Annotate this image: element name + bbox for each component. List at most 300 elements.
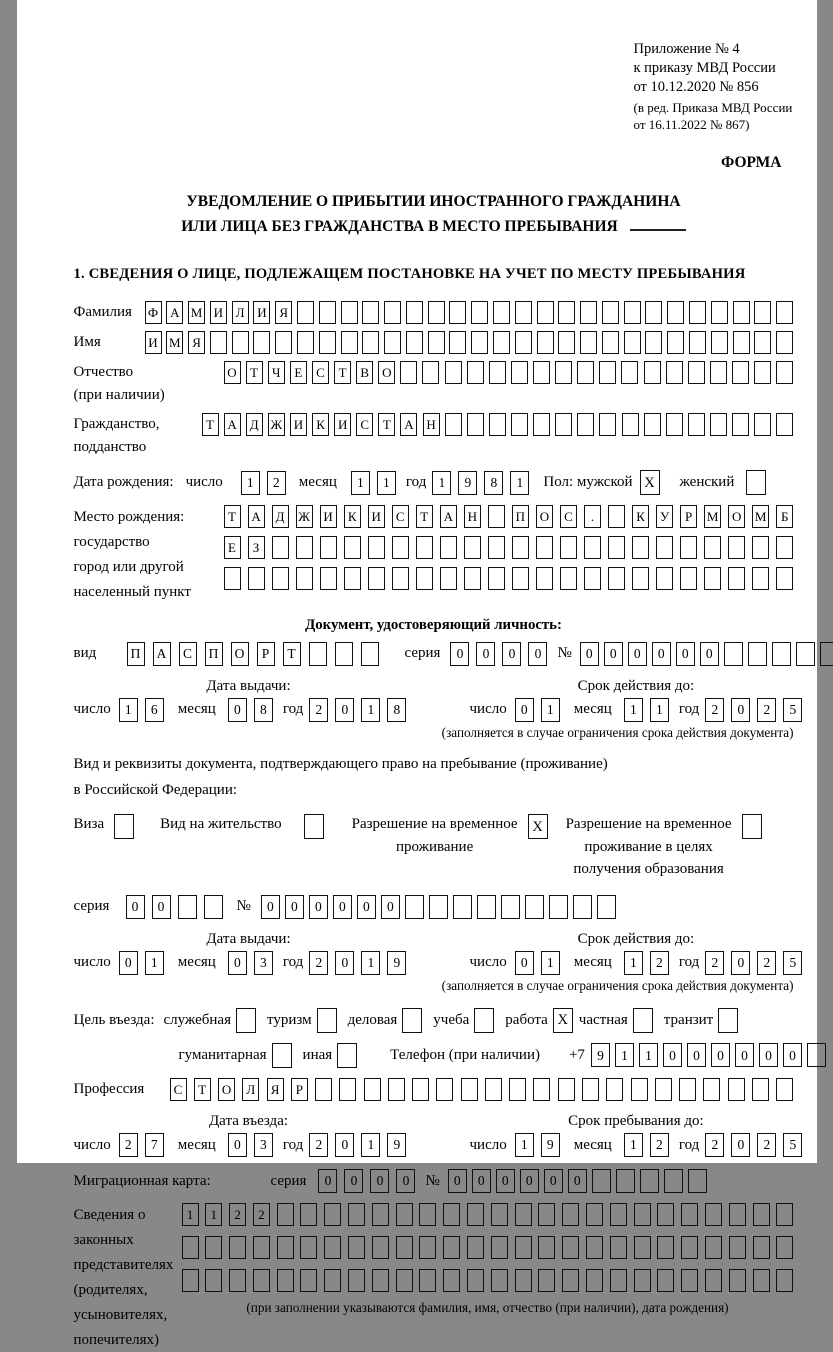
char-cell[interactable]: 0 [731, 698, 750, 722]
char-cell[interactable] [372, 1269, 389, 1292]
char-cell[interactable] [640, 1169, 659, 1193]
char-cell[interactable] [538, 1269, 555, 1292]
char-cell[interactable] [489, 361, 506, 384]
char-cell[interactable]: 0 [515, 951, 534, 975]
char-cell[interactable]: 7 [145, 1133, 164, 1157]
char-cell[interactable] [416, 536, 433, 559]
char-cell[interactable]: 0 [528, 642, 547, 666]
char-cell[interactable] [772, 642, 791, 666]
char-cell[interactable]: О [378, 361, 395, 384]
char-cell[interactable]: 2 [309, 1133, 328, 1157]
sex-male-checkbox[interactable]: X [640, 470, 660, 495]
char-cell[interactable]: 9 [387, 1133, 406, 1157]
char-cell[interactable] [388, 1078, 405, 1101]
char-cell[interactable] [753, 1269, 770, 1292]
char-cell[interactable]: 0 [628, 642, 647, 666]
char-cell[interactable] [549, 895, 568, 919]
char-cell[interactable] [655, 1078, 672, 1101]
char-cell[interactable] [666, 361, 683, 384]
char-cell[interactable] [272, 567, 289, 590]
char-cell[interactable] [820, 642, 833, 666]
char-cell[interactable] [443, 1236, 460, 1259]
char-cell[interactable] [300, 1269, 317, 1292]
char-cell[interactable]: 0 [544, 1169, 563, 1193]
char-cell[interactable] [515, 301, 532, 324]
char-cell[interactable]: 0 [604, 642, 623, 666]
char-cell[interactable]: 0 [335, 698, 354, 722]
char-cell[interactable]: 1 [624, 698, 643, 722]
visa-checkbox[interactable] [114, 814, 134, 839]
char-cell[interactable]: 1 [119, 698, 138, 722]
char-cell[interactable]: 0 [472, 1169, 491, 1193]
char-cell[interactable]: 2 [309, 951, 328, 975]
char-cell[interactable] [728, 1078, 745, 1101]
char-cell[interactable] [471, 331, 488, 354]
char-cell[interactable] [464, 567, 481, 590]
char-cell[interactable] [533, 1078, 550, 1101]
char-cell[interactable] [324, 1236, 341, 1259]
sex-female-checkbox[interactable] [746, 470, 766, 495]
char-cell[interactable] [467, 413, 484, 436]
char-cell[interactable]: 2 [705, 951, 724, 975]
char-cell[interactable]: Т [224, 505, 241, 528]
char-cell[interactable]: 2 [309, 698, 328, 722]
char-cell[interactable]: 1 [432, 471, 451, 495]
char-cell[interactable]: 8 [254, 698, 273, 722]
char-cell[interactable]: Ж [296, 505, 313, 528]
char-cell[interactable] [645, 331, 662, 354]
char-cell[interactable]: 2 [267, 471, 286, 495]
char-cell[interactable] [680, 567, 697, 590]
purpose-other-checkbox[interactable] [337, 1043, 357, 1068]
char-cell[interactable]: С [392, 505, 409, 528]
char-cell[interactable] [776, 361, 793, 384]
char-cell[interactable] [372, 1203, 389, 1226]
char-cell[interactable]: 0 [687, 1043, 706, 1067]
char-cell[interactable] [229, 1269, 246, 1292]
char-cell[interactable]: 5 [783, 951, 802, 975]
char-cell[interactable]: Т [283, 642, 301, 666]
purpose-tourism-checkbox[interactable] [317, 1008, 337, 1033]
char-cell[interactable]: С [560, 505, 577, 528]
char-cell[interactable] [657, 1236, 674, 1259]
char-cell[interactable] [461, 1078, 478, 1101]
char-cell[interactable] [405, 895, 424, 919]
char-cell[interactable] [471, 301, 488, 324]
char-cell[interactable]: 0 [309, 895, 328, 919]
char-cell[interactable] [586, 1203, 603, 1226]
char-cell[interactable] [422, 361, 439, 384]
char-cell[interactable] [224, 567, 241, 590]
char-cell[interactable] [632, 536, 649, 559]
char-cell[interactable] [656, 567, 673, 590]
char-cell[interactable]: М [188, 301, 205, 324]
char-cell[interactable] [396, 1236, 413, 1259]
char-cell[interactable] [419, 1203, 436, 1226]
char-cell[interactable]: М [752, 505, 769, 528]
char-cell[interactable]: П [205, 642, 223, 666]
char-cell[interactable]: З [248, 536, 265, 559]
char-cell[interactable] [688, 361, 705, 384]
char-cell[interactable] [562, 1203, 579, 1226]
char-cell[interactable]: 2 [757, 1133, 776, 1157]
char-cell[interactable] [464, 536, 481, 559]
char-cell[interactable] [449, 331, 466, 354]
char-cell[interactable]: 3 [254, 951, 273, 975]
char-cell[interactable]: А [248, 505, 265, 528]
char-cell[interactable] [253, 1269, 270, 1292]
char-cell[interactable]: 0 [285, 895, 304, 919]
char-cell[interactable] [577, 413, 594, 436]
char-cell[interactable] [493, 301, 510, 324]
char-cell[interactable] [538, 1203, 555, 1226]
char-cell[interactable] [560, 567, 577, 590]
char-cell[interactable] [339, 1078, 356, 1101]
char-cell[interactable] [384, 331, 401, 354]
char-cell[interactable] [776, 567, 793, 590]
char-cell[interactable] [467, 1269, 484, 1292]
char-cell[interactable] [182, 1236, 199, 1259]
char-cell[interactable] [776, 1236, 793, 1259]
char-cell[interactable] [253, 1236, 270, 1259]
char-cell[interactable] [754, 361, 771, 384]
char-cell[interactable]: 5 [783, 698, 802, 722]
char-cell[interactable] [752, 536, 769, 559]
char-cell[interactable] [728, 567, 745, 590]
char-cell[interactable] [705, 1203, 722, 1226]
char-cell[interactable]: 1 [145, 951, 164, 975]
char-cell[interactable] [364, 1078, 381, 1101]
char-cell[interactable] [688, 1169, 707, 1193]
char-cell[interactable]: 0 [357, 895, 376, 919]
char-cell[interactable] [599, 413, 616, 436]
char-cell[interactable] [406, 301, 423, 324]
char-cell[interactable] [341, 301, 358, 324]
char-cell[interactable]: 0 [152, 895, 171, 919]
char-cell[interactable]: Р [291, 1078, 308, 1101]
char-cell[interactable] [515, 331, 532, 354]
char-cell[interactable]: 1 [377, 471, 396, 495]
char-cell[interactable] [501, 895, 520, 919]
char-cell[interactable] [275, 331, 292, 354]
char-cell[interactable]: 3 [254, 1133, 273, 1157]
char-cell[interactable]: 0 [520, 1169, 539, 1193]
char-cell[interactable] [732, 413, 749, 436]
char-cell[interactable] [538, 1236, 555, 1259]
char-cell[interactable] [372, 1236, 389, 1259]
char-cell[interactable]: Б [776, 505, 793, 528]
char-cell[interactable] [634, 1269, 651, 1292]
char-cell[interactable] [729, 1269, 746, 1292]
char-cell[interactable] [491, 1269, 508, 1292]
char-cell[interactable] [477, 895, 496, 919]
char-cell[interactable] [580, 301, 597, 324]
char-cell[interactable] [666, 413, 683, 436]
char-cell[interactable] [667, 301, 684, 324]
char-cell[interactable] [440, 567, 457, 590]
char-cell[interactable] [453, 895, 472, 919]
char-cell[interactable]: 2 [229, 1203, 246, 1226]
char-cell[interactable] [644, 413, 661, 436]
char-cell[interactable] [776, 1203, 793, 1226]
char-cell[interactable] [348, 1269, 365, 1292]
char-cell[interactable] [400, 361, 417, 384]
char-cell[interactable]: 1 [361, 698, 380, 722]
char-cell[interactable]: К [632, 505, 649, 528]
char-cell[interactable] [533, 413, 550, 436]
char-cell[interactable]: 0 [502, 642, 521, 666]
char-cell[interactable] [416, 567, 433, 590]
char-cell[interactable]: 0 [370, 1169, 389, 1193]
char-cell[interactable] [599, 361, 616, 384]
char-cell[interactable] [344, 567, 361, 590]
char-cell[interactable] [362, 331, 379, 354]
char-cell[interactable] [210, 331, 227, 354]
char-cell[interactable] [443, 1203, 460, 1226]
char-cell[interactable] [776, 331, 793, 354]
char-cell[interactable] [536, 567, 553, 590]
char-cell[interactable]: И [253, 301, 270, 324]
char-cell[interactable]: 9 [387, 951, 406, 975]
char-cell[interactable] [606, 1078, 623, 1101]
char-cell[interactable] [657, 1269, 674, 1292]
char-cell[interactable] [467, 361, 484, 384]
char-cell[interactable] [348, 1236, 365, 1259]
char-cell[interactable]: 0 [318, 1169, 337, 1193]
char-cell[interactable]: И [290, 413, 307, 436]
char-cell[interactable]: 0 [335, 951, 354, 975]
char-cell[interactable]: 9 [541, 1133, 560, 1157]
char-cell[interactable]: 0 [335, 1133, 354, 1157]
char-cell[interactable] [558, 1078, 575, 1101]
char-cell[interactable] [396, 1203, 413, 1226]
char-cell[interactable]: 1 [515, 1133, 534, 1157]
char-cell[interactable] [710, 413, 727, 436]
char-cell[interactable] [491, 1203, 508, 1226]
char-cell[interactable]: 2 [757, 951, 776, 975]
char-cell[interactable] [419, 1236, 436, 1259]
char-cell[interactable]: 0 [228, 698, 247, 722]
char-cell[interactable]: Л [242, 1078, 259, 1101]
char-cell[interactable]: Т [416, 505, 433, 528]
char-cell[interactable] [657, 1203, 674, 1226]
char-cell[interactable] [592, 1169, 611, 1193]
char-cell[interactable]: И [320, 505, 337, 528]
char-cell[interactable] [296, 536, 313, 559]
char-cell[interactable]: 0 [700, 642, 719, 666]
char-cell[interactable]: Т [202, 413, 219, 436]
char-cell[interactable] [580, 331, 597, 354]
char-cell[interactable]: . [584, 505, 601, 528]
char-cell[interactable]: Ж [268, 413, 285, 436]
char-cell[interactable] [419, 1269, 436, 1292]
char-cell[interactable] [428, 331, 445, 354]
char-cell[interactable] [752, 1078, 769, 1101]
char-cell[interactable] [622, 413, 639, 436]
char-cell[interactable] [467, 1203, 484, 1226]
char-cell[interactable] [319, 301, 336, 324]
char-cell[interactable] [511, 413, 528, 436]
char-cell[interactable]: 2 [650, 951, 669, 975]
char-cell[interactable] [341, 331, 358, 354]
char-cell[interactable]: 0 [119, 951, 138, 975]
char-cell[interactable] [680, 536, 697, 559]
char-cell[interactable]: К [312, 413, 329, 436]
char-cell[interactable] [645, 301, 662, 324]
purpose-study-checkbox[interactable] [474, 1008, 494, 1033]
char-cell[interactable]: Н [423, 413, 440, 436]
char-cell[interactable]: 0 [228, 951, 247, 975]
char-cell[interactable]: 1 [624, 951, 643, 975]
char-cell[interactable] [537, 301, 554, 324]
char-cell[interactable] [754, 413, 771, 436]
char-cell[interactable] [488, 536, 505, 559]
char-cell[interactable]: Т [246, 361, 263, 384]
char-cell[interactable] [573, 895, 592, 919]
char-cell[interactable] [493, 331, 510, 354]
char-cell[interactable] [710, 361, 727, 384]
char-cell[interactable]: 0 [580, 642, 599, 666]
char-cell[interactable] [705, 1269, 722, 1292]
char-cell[interactable]: А [440, 505, 457, 528]
char-cell[interactable] [667, 331, 684, 354]
char-cell[interactable] [320, 567, 337, 590]
char-cell[interactable]: Я [188, 331, 205, 354]
char-cell[interactable]: 0 [496, 1169, 515, 1193]
char-cell[interactable] [558, 331, 575, 354]
char-cell[interactable]: И [210, 301, 227, 324]
purpose-transit-checkbox[interactable] [718, 1008, 738, 1033]
char-cell[interactable] [753, 1236, 770, 1259]
char-cell[interactable]: 9 [458, 471, 477, 495]
char-cell[interactable] [631, 1078, 648, 1101]
char-cell[interactable] [392, 567, 409, 590]
char-cell[interactable]: 0 [735, 1043, 754, 1067]
char-cell[interactable] [515, 1236, 532, 1259]
char-cell[interactable]: Т [334, 361, 351, 384]
char-cell[interactable] [608, 505, 625, 528]
char-cell[interactable] [704, 536, 721, 559]
char-cell[interactable]: О [218, 1078, 235, 1101]
char-cell[interactable] [319, 331, 336, 354]
char-cell[interactable] [489, 413, 506, 436]
char-cell[interactable] [368, 567, 385, 590]
char-cell[interactable] [776, 536, 793, 559]
char-cell[interactable]: А [166, 301, 183, 324]
char-cell[interactable] [752, 567, 769, 590]
char-cell[interactable]: 1 [541, 951, 560, 975]
char-cell[interactable]: О [231, 642, 249, 666]
char-cell[interactable] [300, 1203, 317, 1226]
char-cell[interactable]: 0 [759, 1043, 778, 1067]
char-cell[interactable]: 0 [333, 895, 352, 919]
char-cell[interactable]: И [334, 413, 351, 436]
char-cell[interactable]: Ч [268, 361, 285, 384]
char-cell[interactable] [511, 361, 528, 384]
char-cell[interactable] [733, 331, 750, 354]
char-cell[interactable]: 0 [476, 642, 495, 666]
char-cell[interactable] [610, 1203, 627, 1226]
char-cell[interactable] [445, 361, 462, 384]
char-cell[interactable] [704, 567, 721, 590]
char-cell[interactable] [297, 331, 314, 354]
char-cell[interactable] [577, 361, 594, 384]
purpose-humanitarian-checkbox[interactable] [272, 1043, 292, 1068]
char-cell[interactable]: 0 [381, 895, 400, 919]
char-cell[interactable]: 2 [253, 1203, 270, 1226]
char-cell[interactable] [537, 331, 554, 354]
char-cell[interactable]: 0 [261, 895, 280, 919]
char-cell[interactable]: 1 [361, 951, 380, 975]
char-cell[interactable] [392, 536, 409, 559]
char-cell[interactable]: 1 [541, 698, 560, 722]
char-cell[interactable]: 0 [731, 1133, 750, 1157]
char-cell[interactable] [229, 1236, 246, 1259]
char-cell[interactable]: И [368, 505, 385, 528]
char-cell[interactable] [610, 1269, 627, 1292]
char-cell[interactable] [597, 895, 616, 919]
char-cell[interactable] [729, 1203, 746, 1226]
char-cell[interactable] [315, 1078, 332, 1101]
char-cell[interactable] [624, 331, 641, 354]
char-cell[interactable] [664, 1169, 683, 1193]
char-cell[interactable]: П [512, 505, 529, 528]
char-cell[interactable] [732, 361, 749, 384]
char-cell[interactable] [562, 1236, 579, 1259]
char-cell[interactable] [776, 413, 793, 436]
char-cell[interactable]: О [536, 505, 553, 528]
char-cell[interactable]: 2 [650, 1133, 669, 1157]
char-cell[interactable]: С [356, 413, 373, 436]
char-cell[interactable] [296, 567, 313, 590]
char-cell[interactable] [533, 361, 550, 384]
char-cell[interactable]: 0 [344, 1169, 363, 1193]
char-cell[interactable] [555, 361, 572, 384]
char-cell[interactable]: 2 [705, 698, 724, 722]
char-cell[interactable] [555, 413, 572, 436]
char-cell[interactable] [705, 1236, 722, 1259]
char-cell[interactable]: Р [257, 642, 275, 666]
char-cell[interactable]: А [153, 642, 171, 666]
char-cell[interactable] [320, 536, 337, 559]
char-cell[interactable] [754, 301, 771, 324]
char-cell[interactable]: С [170, 1078, 187, 1101]
char-cell[interactable]: 1 [351, 471, 370, 495]
char-cell[interactable]: О [224, 361, 241, 384]
char-cell[interactable]: Я [275, 301, 292, 324]
char-cell[interactable] [515, 1269, 532, 1292]
char-cell[interactable] [586, 1269, 603, 1292]
purpose-work-checkbox[interactable]: X [553, 1008, 573, 1033]
char-cell[interactable] [754, 331, 771, 354]
purpose-private-checkbox[interactable] [633, 1008, 653, 1033]
temp-residence-checkbox[interactable]: X [528, 814, 548, 839]
char-cell[interactable] [644, 361, 661, 384]
char-cell[interactable]: Р [680, 505, 697, 528]
char-cell[interactable]: 1 [361, 1133, 380, 1157]
char-cell[interactable] [733, 301, 750, 324]
char-cell[interactable] [205, 1269, 222, 1292]
char-cell[interactable]: М [166, 331, 183, 354]
char-cell[interactable]: Д [246, 413, 263, 436]
char-cell[interactable] [488, 505, 505, 528]
char-cell[interactable]: 9 [591, 1043, 610, 1067]
char-cell[interactable] [688, 413, 705, 436]
char-cell[interactable] [491, 1236, 508, 1259]
char-cell[interactable] [558, 301, 575, 324]
char-cell[interactable]: 0 [783, 1043, 802, 1067]
char-cell[interactable] [396, 1269, 413, 1292]
